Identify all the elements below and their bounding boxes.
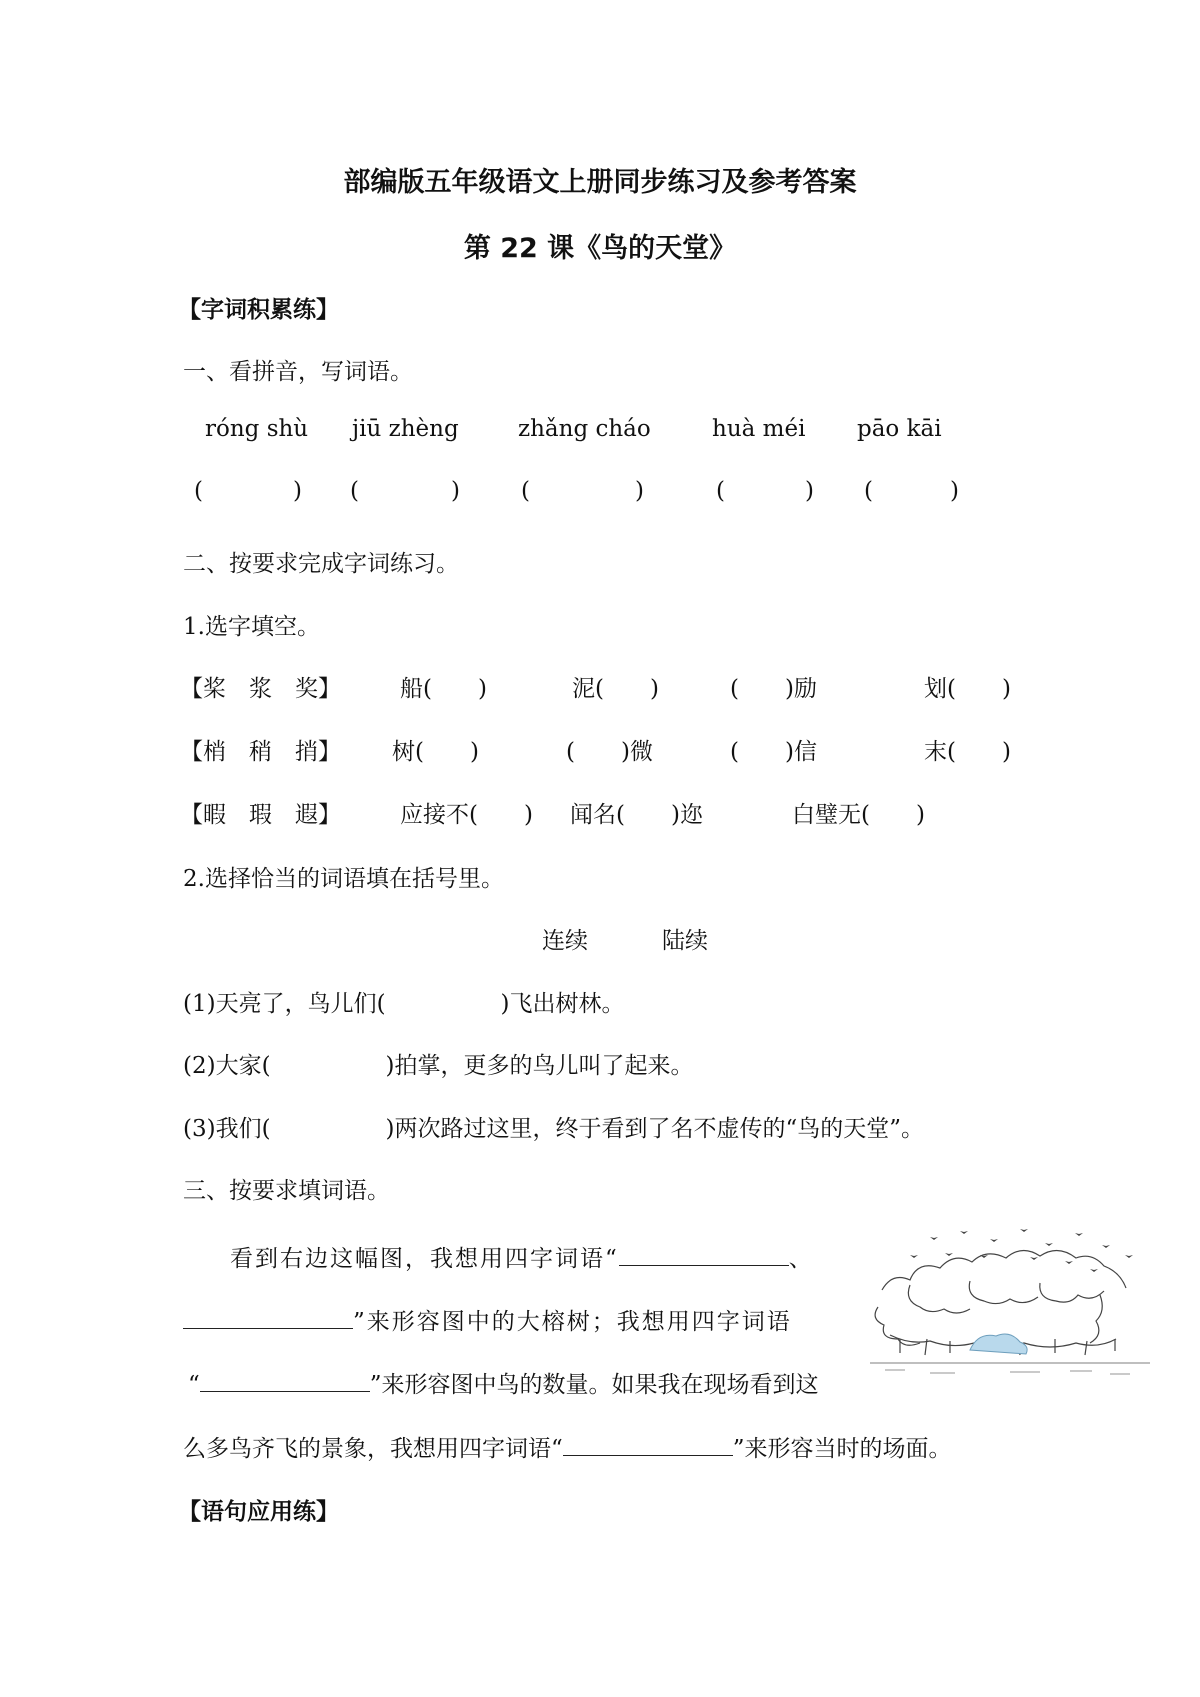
- question-3-heading: 三、按要求填词语。: [183, 1178, 390, 1204]
- pinyin-2: jiū zhèng: [352, 416, 459, 442]
- paragraph-line-2: [183, 1303, 792, 1336]
- fill-item: 末( ): [924, 739, 1011, 765]
- answer-blank-2[interactable]: [183, 1306, 353, 1329]
- question-2-1-heading: 1.选字填空。: [183, 614, 320, 640]
- answer-blank-1[interactable]: [619, 1243, 789, 1266]
- word-choice-1: 连续: [542, 928, 588, 954]
- question-1-heading: 一、看拼音，写词语。: [183, 359, 413, 385]
- sentence-3: (3)我们( )两次路过这里，终于看到了名不虚传的“鸟的天堂”。: [183, 1116, 925, 1142]
- paragraph-text: 、: [788, 1246, 814, 1272]
- answer-paren-close: ): [293, 478, 302, 504]
- word-choice-2: 陆续: [662, 928, 708, 954]
- paragraph-text: ”来形容当时的场面。: [732, 1436, 952, 1462]
- fill-item: ( )励: [730, 676, 817, 702]
- paragraph-line-3: [188, 1366, 819, 1399]
- banyan-tree-illustration: [870, 1225, 1150, 1390]
- sentence-2: (2)大家( )拍掌，更多的鸟儿叫了起来。: [183, 1053, 694, 1079]
- paragraph-line-1: [230, 1240, 814, 1273]
- fill-item: 泥( ): [572, 676, 659, 702]
- pinyin-3: zhǎng cháo: [518, 416, 651, 442]
- answer-paren-open: (: [521, 478, 530, 504]
- fill-item: ( )微: [566, 739, 653, 765]
- pinyin-4: huà méi: [712, 416, 806, 442]
- question-2-2-heading: 2.选择恰当的词语填在括号里。: [183, 866, 504, 892]
- fill-item: 树( ): [392, 739, 479, 765]
- answer-paren-close: ): [950, 478, 959, 504]
- paragraph-text: ”来形容图中的大榕树；我想用四字词语: [353, 1309, 792, 1335]
- fill-item: 闻名( )迩: [570, 802, 703, 828]
- answer-blank-4[interactable]: [563, 1433, 733, 1456]
- question-2-heading: 二、按要求完成字词练习。: [183, 551, 459, 577]
- fill-item: 划( ): [924, 676, 1011, 702]
- lesson-title: 第 22 课《鸟的天堂》: [463, 233, 737, 264]
- answer-blank-3[interactable]: [200, 1369, 370, 1392]
- answer-paren-close: ): [451, 478, 460, 504]
- section-heading-sentence: 【语句应用练】: [178, 1499, 339, 1525]
- paragraph-text: 么多鸟齐飞的景象，我想用四字词语“: [183, 1436, 563, 1462]
- paragraph-text: ”来形容图中鸟的数量。如果我在现场看到这: [369, 1372, 819, 1398]
- section-heading-vocab: 【字词积累练】: [178, 297, 339, 323]
- paragraph-text: “: [188, 1372, 200, 1398]
- char-group-1: 【桨 浆 奖】: [180, 676, 341, 702]
- answer-paren-open: (: [716, 478, 725, 504]
- paragraph-line-4: [183, 1430, 952, 1463]
- paragraph-text: 看到右边这幅图，我想用四字词语“: [230, 1246, 619, 1272]
- fill-item: 船( ): [400, 676, 487, 702]
- fill-item: 白璧无( ): [792, 802, 925, 828]
- fill-item: 应接不( ): [400, 802, 533, 828]
- answer-paren-open: (: [194, 478, 203, 504]
- sentence-1: (1)天亮了，鸟儿们( )飞出树林。: [183, 991, 625, 1017]
- fill-item: ( )信: [730, 739, 817, 765]
- answer-paren-open: (: [864, 478, 873, 504]
- pinyin-1: róng shù: [205, 416, 309, 442]
- answer-paren-close: ): [635, 478, 644, 504]
- page-title: 部编版五年级语文上册同步练习及参考答案: [343, 167, 857, 198]
- answer-paren-open: (: [350, 478, 359, 504]
- answer-paren-close: ): [805, 478, 814, 504]
- char-group-2: 【梢 稍 捎】: [180, 739, 341, 765]
- pinyin-5: pāo kāi: [857, 416, 942, 442]
- char-group-3: 【暇 瑕 遐】: [180, 802, 341, 828]
